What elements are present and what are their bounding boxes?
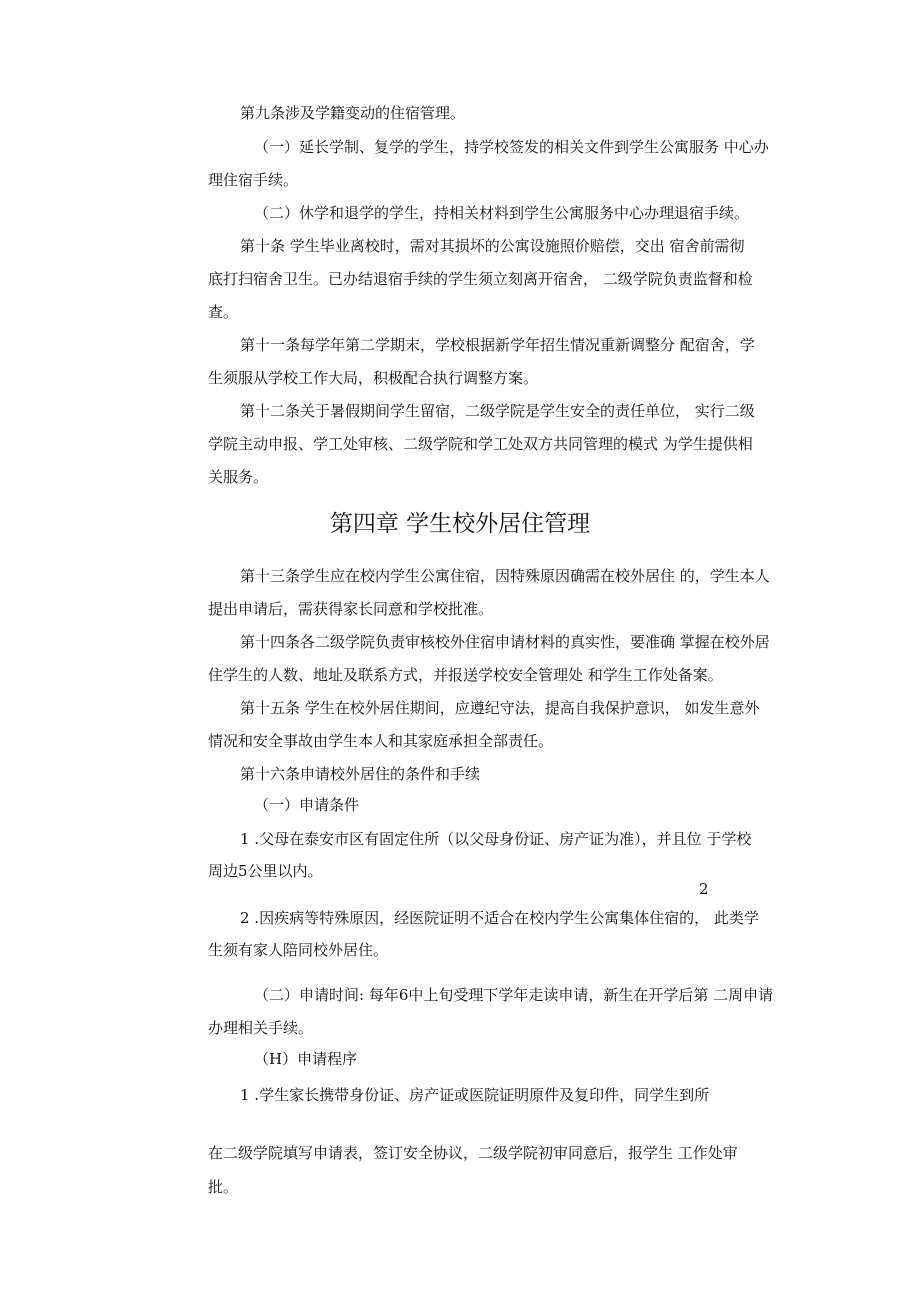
text-line: 1 .学生家长携带身份证、房产证或医院证明原件及复印件，同学生到所 — [240, 1086, 710, 1104]
text-line: 第九条涉及学籍变动的住宿管理。 — [240, 104, 466, 122]
text-line: （一）申请条件 — [254, 796, 360, 814]
text-line: 第十六条申请校外居住的条件和手续 — [240, 765, 481, 783]
text-line: 第十四条各二级学院负责审核校外住宿申请材料的真实性，要准确 掌握在校外居 — [240, 633, 770, 651]
text-line: 学院主动申报、学工处审核、二级学院和学工处双方共同管理的模式 为学生提供相 — [208, 435, 753, 453]
text-line: 理住宿手续。 — [208, 171, 299, 189]
text-line: 批。 — [208, 1178, 239, 1196]
text-line: 在二级学院填写申请表，签订安全协议，二级学院初审同意后，报学生 工作处审 — [208, 1144, 738, 1162]
text-line: 第十条 学生毕业离校时，需对其损坏的公寓设施照价赔偿，交出 宿舍前需彻 — [240, 237, 745, 255]
text-line: （二）申请时间: 每年6中上旬受理下学年走读申请，新生在开学后第 二周申请 — [254, 986, 774, 1004]
text-line: 提出申请后，需获得家长同意和学校批准。 — [208, 600, 494, 618]
chapter-title: 第四章 学生校外居住管理 — [329, 511, 591, 537]
text-line: 第十一条每学年第二学期末，学校根据新学年招生情况重新调整分 配宿舍，学 — [240, 336, 755, 354]
text-line: 第十三条学生应在校内学生公寓住宿，因特殊原因确需在校外居住 的，学生本人 — [240, 567, 770, 585]
text-line: 办理相关手续。 — [208, 1019, 314, 1037]
text-line: 关服务。 — [208, 468, 269, 486]
text-line: （二）休学和退学的学生，持相关材料到学生公寓服务中心办理退宿手续。 — [254, 204, 750, 222]
text-line: 查。 — [208, 303, 239, 321]
page-number: 2 — [699, 880, 709, 898]
text-line: 1 .父母在泰安市区有固定住所（以父母身份证、房产证为准），并且位 于学校 — [240, 830, 752, 848]
text-line: 2 .因疾病等特殊原因，经医院证明不适合在校内学生公寓集体住宿的， 此类学 — [240, 909, 759, 927]
text-line: 生须有家人陪同校外居住。 — [208, 941, 389, 959]
text-line: 底打扫宿舍卫生。已办结退宿手续的学生须立刻离开宿舍， 二级学院负责监督和检 — [208, 270, 753, 288]
text-line: 第十二条关于暑假期间学生留宿，二级学院是学生安全的责任单位， 实行二级 — [240, 402, 755, 420]
text-line: 住学生的人数、地址及联系方式，并报送学校安全管理处 和学生工作处备案。 — [208, 666, 723, 684]
text-line: 第十五条 学生在校外居住期间，应遵纪守法，提高自我保护意识， 如发生意外 — [240, 699, 760, 717]
text-line: （H）申请程序 — [254, 1050, 358, 1068]
text-line: 周边5公里以内。 — [208, 862, 323, 880]
text-line: 生须服从学校工作大局，积极配合执行调整方案。 — [208, 369, 539, 387]
text-line: 情况和安全事故由学生本人和其家庭承担全部责任。 — [208, 732, 554, 750]
text-line: （一）延长学制、复学的学生，持学校签发的相关文件到学生公寓服务 中心办 — [254, 138, 769, 156]
